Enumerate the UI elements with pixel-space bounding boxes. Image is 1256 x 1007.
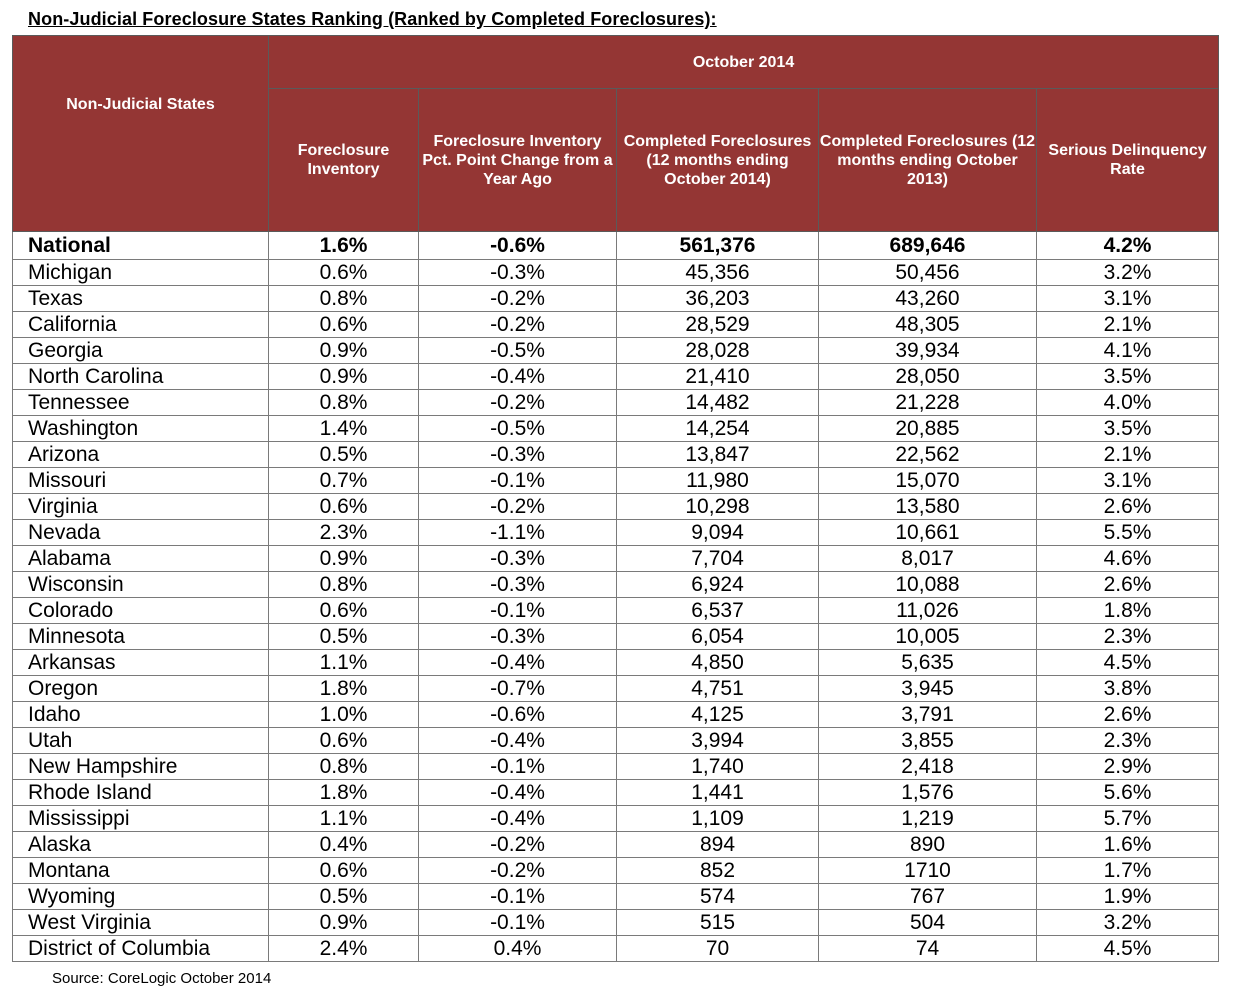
state-cell: Wyoming <box>13 884 269 910</box>
table-row <box>13 858 1219 884</box>
table-row <box>13 728 1219 754</box>
delinquency-cell: 2.3% <box>1037 624 1219 650</box>
inventory-cell: 0.5% <box>269 884 419 910</box>
inventory-cell: 0.4% <box>269 832 419 858</box>
table-row <box>13 494 1219 520</box>
completed-2014-cell: 852 <box>617 858 819 884</box>
completed-2013-cell: 11,026 <box>819 598 1037 624</box>
change-cell: -0.4% <box>419 650 617 676</box>
inventory-cell: 0.7% <box>269 468 419 494</box>
completed-2013-cell: 10,661 <box>819 520 1037 546</box>
table-row <box>13 754 1219 780</box>
inventory-cell: 0.9% <box>269 338 419 364</box>
completed-2013-cell: 3,791 <box>819 702 1037 728</box>
state-cell: Idaho <box>13 702 269 728</box>
completed-2013-cell: 13,580 <box>819 494 1037 520</box>
delinquency-cell: 4.6% <box>1037 546 1219 572</box>
inventory-cell: 0.9% <box>269 910 419 936</box>
change-cell: -0.1% <box>419 884 617 910</box>
completed-2014-cell: 11,980 <box>617 468 819 494</box>
state-cell: Minnesota <box>13 624 269 650</box>
state-cell: Tennessee <box>13 390 269 416</box>
state-cell: North Carolina <box>13 364 269 390</box>
change-cell: -0.1% <box>419 754 617 780</box>
delinquency-cell: 4.5% <box>1037 650 1219 676</box>
state-cell: Colorado <box>13 598 269 624</box>
table-row <box>13 364 1219 390</box>
completed-2014-cell: 894 <box>617 832 819 858</box>
completed-2014-cell: 4,125 <box>617 702 819 728</box>
table-row-national <box>13 232 1219 260</box>
inventory-cell: 0.5% <box>269 442 419 468</box>
change-cell: -0.6% <box>419 702 617 728</box>
completed-2013-cell: 21,228 <box>819 390 1037 416</box>
completed-2013-cell: 504 <box>819 910 1037 936</box>
delinquency-cell: 1.9% <box>1037 884 1219 910</box>
change-cell: -0.6% <box>419 232 617 260</box>
completed-2013-cell: 689,646 <box>819 232 1037 260</box>
table-row <box>13 286 1219 312</box>
table-row <box>13 624 1219 650</box>
delinquency-cell: 4.1% <box>1037 338 1219 364</box>
table-header <box>13 36 1219 232</box>
completed-2013-cell: 39,934 <box>819 338 1037 364</box>
completed-2014-cell: 21,410 <box>617 364 819 390</box>
inventory-cell: 1.1% <box>269 806 419 832</box>
change-cell: -0.3% <box>419 624 617 650</box>
completed-2014-cell: 4,751 <box>617 676 819 702</box>
delinquency-cell: 1.7% <box>1037 858 1219 884</box>
inventory-cell: 0.5% <box>269 624 419 650</box>
inventory-cell: 0.8% <box>269 572 419 598</box>
table-row <box>13 910 1219 936</box>
change-cell: -0.1% <box>419 468 617 494</box>
state-cell: Nevada <box>13 520 269 546</box>
delinquency-cell: 2.6% <box>1037 494 1219 520</box>
delinquency-cell: 3.1% <box>1037 286 1219 312</box>
completed-2014-cell: 574 <box>617 884 819 910</box>
foreclosure-table <box>12 35 1219 962</box>
state-cell: Missouri <box>13 468 269 494</box>
completed-2013-cell: 15,070 <box>819 468 1037 494</box>
table-row <box>13 572 1219 598</box>
delinquency-cell: 4.2% <box>1037 232 1219 260</box>
header-states: Non-Judicial States <box>13 36 269 232</box>
change-cell: 0.4% <box>419 936 617 962</box>
delinquency-cell: 3.2% <box>1037 260 1219 286</box>
table-row <box>13 260 1219 286</box>
completed-2014-cell: 4,850 <box>617 650 819 676</box>
state-cell: Michigan <box>13 260 269 286</box>
completed-2014-cell: 14,254 <box>617 416 819 442</box>
table-row <box>13 936 1219 962</box>
state-cell: Oregon <box>13 676 269 702</box>
delinquency-cell: 5.6% <box>1037 780 1219 806</box>
change-cell: -0.5% <box>419 416 617 442</box>
delinquency-cell: 2.1% <box>1037 312 1219 338</box>
delinquency-cell: 4.0% <box>1037 390 1219 416</box>
delinquency-cell: 2.9% <box>1037 754 1219 780</box>
delinquency-cell: 3.5% <box>1037 416 1219 442</box>
change-cell: -0.3% <box>419 260 617 286</box>
table-row <box>13 338 1219 364</box>
completed-2013-cell: 74 <box>819 936 1037 962</box>
state-cell: Georgia <box>13 338 269 364</box>
change-cell: -0.4% <box>419 806 617 832</box>
completed-2013-cell: 1,219 <box>819 806 1037 832</box>
completed-2014-cell: 3,994 <box>617 728 819 754</box>
delinquency-cell: 1.6% <box>1037 832 1219 858</box>
completed-2013-cell: 50,456 <box>819 260 1037 286</box>
delinquency-cell: 3.1% <box>1037 468 1219 494</box>
change-cell: -0.2% <box>419 494 617 520</box>
inventory-cell: 0.9% <box>269 364 419 390</box>
change-cell: -0.7% <box>419 676 617 702</box>
state-cell: California <box>13 312 269 338</box>
table-row <box>13 598 1219 624</box>
state-cell: Alaska <box>13 832 269 858</box>
inventory-cell: 0.8% <box>269 286 419 312</box>
change-cell: -0.4% <box>419 728 617 754</box>
change-cell: -0.4% <box>419 780 617 806</box>
state-cell: Virginia <box>13 494 269 520</box>
completed-2014-cell: 7,704 <box>617 546 819 572</box>
completed-2014-cell: 14,482 <box>617 390 819 416</box>
inventory-cell: 1.8% <box>269 780 419 806</box>
change-cell: -0.1% <box>419 598 617 624</box>
state-cell: West Virginia <box>13 910 269 936</box>
state-cell: District of Columbia <box>13 936 269 962</box>
table-row <box>13 468 1219 494</box>
table-row <box>13 702 1219 728</box>
table-row <box>13 546 1219 572</box>
inventory-cell: 0.6% <box>269 312 419 338</box>
completed-2013-cell: 3,855 <box>819 728 1037 754</box>
delinquency-cell: 2.6% <box>1037 572 1219 598</box>
completed-2014-cell: 36,203 <box>617 286 819 312</box>
state-cell: Texas <box>13 286 269 312</box>
delinquency-cell: 4.5% <box>1037 936 1219 962</box>
state-cell: New Hampshire <box>13 754 269 780</box>
table-row <box>13 806 1219 832</box>
inventory-cell: 1.6% <box>269 232 419 260</box>
inventory-cell: 0.6% <box>269 598 419 624</box>
inventory-cell: 0.8% <box>269 754 419 780</box>
state-cell: Rhode Island <box>13 780 269 806</box>
delinquency-cell: 5.7% <box>1037 806 1219 832</box>
table-row <box>13 312 1219 338</box>
state-cell: Wisconsin <box>13 572 269 598</box>
inventory-cell: 1.4% <box>269 416 419 442</box>
change-cell: -0.3% <box>419 546 617 572</box>
inventory-cell: 0.6% <box>269 858 419 884</box>
change-cell: -0.2% <box>419 286 617 312</box>
completed-2014-cell: 1,441 <box>617 780 819 806</box>
completed-2014-cell: 515 <box>617 910 819 936</box>
page-title: Non-Judicial Foreclosure States Ranking (Ranked by Completed Foreclosures): <box>28 9 717 29</box>
state-cell: Mississippi <box>13 806 269 832</box>
change-cell: -1.1% <box>419 520 617 546</box>
inventory-cell: 0.6% <box>269 260 419 286</box>
state-cell: Montana <box>13 858 269 884</box>
inventory-cell: 2.3% <box>269 520 419 546</box>
table-row <box>13 442 1219 468</box>
header-completed-2013: Completed Foreclosures (12 months ending October 2013) <box>819 89 1037 232</box>
change-cell: -0.2% <box>419 312 617 338</box>
inventory-cell: 0.8% <box>269 390 419 416</box>
table-row <box>13 780 1219 806</box>
change-cell: -0.2% <box>419 832 617 858</box>
inventory-cell: 0.6% <box>269 494 419 520</box>
state-cell: Alabama <box>13 546 269 572</box>
delinquency-cell: 2.3% <box>1037 728 1219 754</box>
completed-2013-cell: 5,635 <box>819 650 1037 676</box>
delinquency-cell: 3.2% <box>1037 910 1219 936</box>
inventory-cell: 2.4% <box>269 936 419 962</box>
table-body <box>13 232 1219 962</box>
completed-2014-cell: 6,537 <box>617 598 819 624</box>
header-foreclosure-inventory: Foreclosure Inventory <box>269 89 419 232</box>
completed-2013-cell: 767 <box>819 884 1037 910</box>
completed-2014-cell: 70 <box>617 936 819 962</box>
completed-2013-cell: 20,885 <box>819 416 1037 442</box>
table-row <box>13 884 1219 910</box>
completed-2013-cell: 1710 <box>819 858 1037 884</box>
completed-2013-cell: 10,088 <box>819 572 1037 598</box>
header-period: October 2014 <box>269 36 1219 89</box>
change-cell: -0.4% <box>419 364 617 390</box>
inventory-cell: 1.1% <box>269 650 419 676</box>
state-cell: Arkansas <box>13 650 269 676</box>
completed-2014-cell: 1,740 <box>617 754 819 780</box>
completed-2014-cell: 13,847 <box>617 442 819 468</box>
change-cell: -0.5% <box>419 338 617 364</box>
delinquency-cell: 2.1% <box>1037 442 1219 468</box>
state-cell: Washington <box>13 416 269 442</box>
completed-2014-cell: 45,356 <box>617 260 819 286</box>
state-cell: Arizona <box>13 442 269 468</box>
completed-2014-cell: 9,094 <box>617 520 819 546</box>
change-cell: -0.3% <box>419 572 617 598</box>
inventory-cell: 1.8% <box>269 676 419 702</box>
state-cell: National <box>13 232 269 260</box>
inventory-cell: 0.6% <box>269 728 419 754</box>
completed-2013-cell: 22,562 <box>819 442 1037 468</box>
completed-2014-cell: 10,298 <box>617 494 819 520</box>
change-cell: -0.2% <box>419 390 617 416</box>
inventory-cell: 1.0% <box>269 702 419 728</box>
change-cell: -0.1% <box>419 910 617 936</box>
state-cell: Utah <box>13 728 269 754</box>
change-cell: -0.2% <box>419 858 617 884</box>
completed-2013-cell: 1,576 <box>819 780 1037 806</box>
completed-2013-cell: 890 <box>819 832 1037 858</box>
delinquency-cell: 1.8% <box>1037 598 1219 624</box>
source-note: Source: CoreLogic October 2014 <box>52 970 272 987</box>
delinquency-cell: 3.5% <box>1037 364 1219 390</box>
header-completed-2014: Completed Foreclosures (12 months ending October 2014) <box>617 89 819 232</box>
completed-2013-cell: 48,305 <box>819 312 1037 338</box>
table-row <box>13 416 1219 442</box>
table-row <box>13 650 1219 676</box>
delinquency-cell: 5.5% <box>1037 520 1219 546</box>
change-cell: -0.3% <box>419 442 617 468</box>
completed-2013-cell: 10,005 <box>819 624 1037 650</box>
table-row <box>13 520 1219 546</box>
completed-2013-cell: 2,418 <box>819 754 1037 780</box>
table-row <box>13 832 1219 858</box>
completed-2014-cell: 1,109 <box>617 806 819 832</box>
completed-2014-cell: 28,028 <box>617 338 819 364</box>
table-row <box>13 676 1219 702</box>
table-row <box>13 390 1219 416</box>
completed-2013-cell: 3,945 <box>819 676 1037 702</box>
completed-2013-cell: 43,260 <box>819 286 1037 312</box>
completed-2013-cell: 8,017 <box>819 546 1037 572</box>
completed-2014-cell: 6,054 <box>617 624 819 650</box>
header-delinquency-rate: Serious Delinquency Rate <box>1037 89 1219 232</box>
header-inventory-change: Foreclosure Inventory Pct. Point Change from a Year Ago <box>419 89 617 232</box>
completed-2014-cell: 6,924 <box>617 572 819 598</box>
completed-2014-cell: 28,529 <box>617 312 819 338</box>
delinquency-cell: 3.8% <box>1037 676 1219 702</box>
completed-2013-cell: 28,050 <box>819 364 1037 390</box>
delinquency-cell: 2.6% <box>1037 702 1219 728</box>
inventory-cell: 0.9% <box>269 546 419 572</box>
completed-2014-cell: 561,376 <box>617 232 819 260</box>
